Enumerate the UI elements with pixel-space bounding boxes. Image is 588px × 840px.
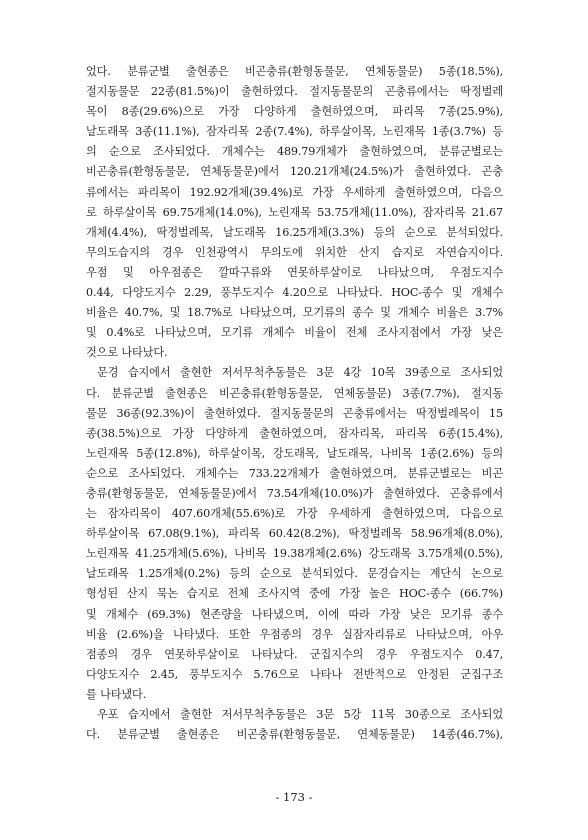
page-number: - 173 - (275, 790, 313, 804)
text-line: 및 개체수 (69.3%) 현존량을 나타냈으며, 이에 따라 가장 낮은 모기류 종수 (86, 607, 503, 621)
paragraph (86, 363, 503, 705)
text-line: 노린재목 41.25개체(5.6%), 나비목 19.38개체(2.6%) 강도래목 3.75개체(0.5%), (86, 547, 503, 561)
text-line: 의 순으로 조사되었다. 개체수는 489.79개체가 출현하였으며, 분류군별로는 (86, 145, 503, 159)
text-line: 를 나타냈다. (86, 687, 147, 701)
text-line: 다양도지수 2.45, 풍부도지수 5.76으로 나타나 전반적으로 안정된 군집구조 (86, 667, 503, 681)
text-line: 류에서는 파리목이 192.92개체(39.4%)로 가장 우세하게 출현하였으며, 다음으 (86, 185, 503, 199)
text-line: 0.44, 다양도지수 2.29, 풍부도지수 4.20으로 나타났다. HOC-종수 및 개체수 (86, 286, 503, 300)
paragraph (86, 705, 503, 745)
text-line: 날도래목 1.25개체(0.2%) 등의 순으로 분석되었다. 문경습지는 계단식 논으로 (86, 567, 503, 581)
text-line: 는 잠자리목이 407.60개체(55.6%)로 가장 우세하게 출현하였으며, 다음으로 (86, 507, 503, 521)
text-line: 종(38.5%)으로 가장 다양하게 출현하였으며, 잠자리목, 파리목 6종(15.4%), (86, 426, 503, 440)
text-line: 우점 및 아우점종은 깔따구류와 연못하루살이로 나타났으며, 우점도지수 (86, 265, 503, 279)
text-line: 우포 습지에서 출현한 저서무척추동물은 3문 5강 11목 30종으로 조사되었 (97, 708, 503, 721)
text-line: 날도래목 3종(11.1%), 잠자리목 2종(7.4%), 하루살이목, 노린재목 1종(3.7%) 등 (86, 125, 503, 139)
text-line: 및 0.4%로 나타났으며, 모기류 개체수 비율이 전체 조사지점에서 가장 낮은 (86, 326, 503, 340)
text-line: 물문 36종(92.3%)이 출현하였다. 절지동물문의 곤충류에서는 딱정벌레목이 15 (86, 406, 503, 420)
paragraph (86, 62, 503, 363)
text-line: 순으로 조사되었다. 개체수는 733.22개체가 출현하였으며, 분류군별로는 비곤 (86, 466, 503, 480)
text-line: 노린재목 5종(12.8%), 하루살이목, 강도래목, 날도래목, 나비목 1종(2.6%) 등의 (86, 446, 503, 460)
text-line: 문경 습지에서 출현한 저서무척추동물은 3문 4강 10목 39종으로 조사되었 (97, 366, 503, 380)
text-line: 비율 (2.6%)을 나타냈다. 또한 우점종의 경우 실잠자리류로 나타났으며, 아우 (86, 627, 503, 641)
text-line: 것으로 나타났다. (86, 346, 168, 360)
text-line: 무의도습지의 경우 인천광역시 무의도에 위치한 산지 습지로 자연습지이다. (86, 245, 503, 259)
text-line: 목이 8종(29.6%)으로 가장 다양하게 출현하였으며, 파리목 7종(25.9%), (86, 105, 503, 119)
text-line: 형성된 산지 묵논 습지로 전체 조사지역 중에 가장 높은 HOC-종수 (66.7%) (86, 587, 503, 601)
text-line: 비곤충류(환형동물문, 연체동물문)에서 120.21개체(24.5%)가 출현하였다. 곤충 (86, 165, 503, 179)
text-line: 로 하루살이목 69.75개체(14.0%), 노린재목 53.75개체(11.0%), 잠자리목 21.67 (86, 205, 503, 219)
text-line: 절지동물문 22종(81.5%)이 출현하였다. 절지동물문의 곤충류에서는 딱정벌레 (86, 85, 503, 99)
text-line: 점종의 경우 연못하루살이로 나타났다. 군집지수의 경우 우점도지수 0.47, (86, 647, 503, 661)
page-body (86, 62, 503, 745)
text-line: 비율은 40.7%, 및 18.7%로 나타났으며, 모기류의 종수 및 개체수 비율은 3.7% (86, 306, 503, 320)
text-line: 충류(환형동물문, 연체동물문)에서 73.54개체(10.0%)가 출현하였다. 곤충류에서 (86, 486, 503, 500)
text-line: 다. 분류군별 출현종은 비곤충류(환형동물문, 연체동물문) 3종(7.7%), 절지동 (86, 386, 503, 400)
text-line: 하루살이목 67.08(9.1%), 파리목 60.42(8.2%), 딱정벌레목 58.96개체(8.0%), (86, 527, 503, 541)
text-line: 개체(4.4%), 딱정벌레목, 날도래목 16.25개체(3.3%) 등의 순으로 분석되었다. (86, 225, 503, 239)
text-line: 었다. 분류군별 출현종은 비곤충류(환형동물문, 연체동물문) 5종(18.5%), (86, 65, 503, 78)
text-line: 다. 분류군별 출현종은 비곤충류(환형동물문, 연체동물문) 14종(46.7%), (86, 728, 503, 742)
